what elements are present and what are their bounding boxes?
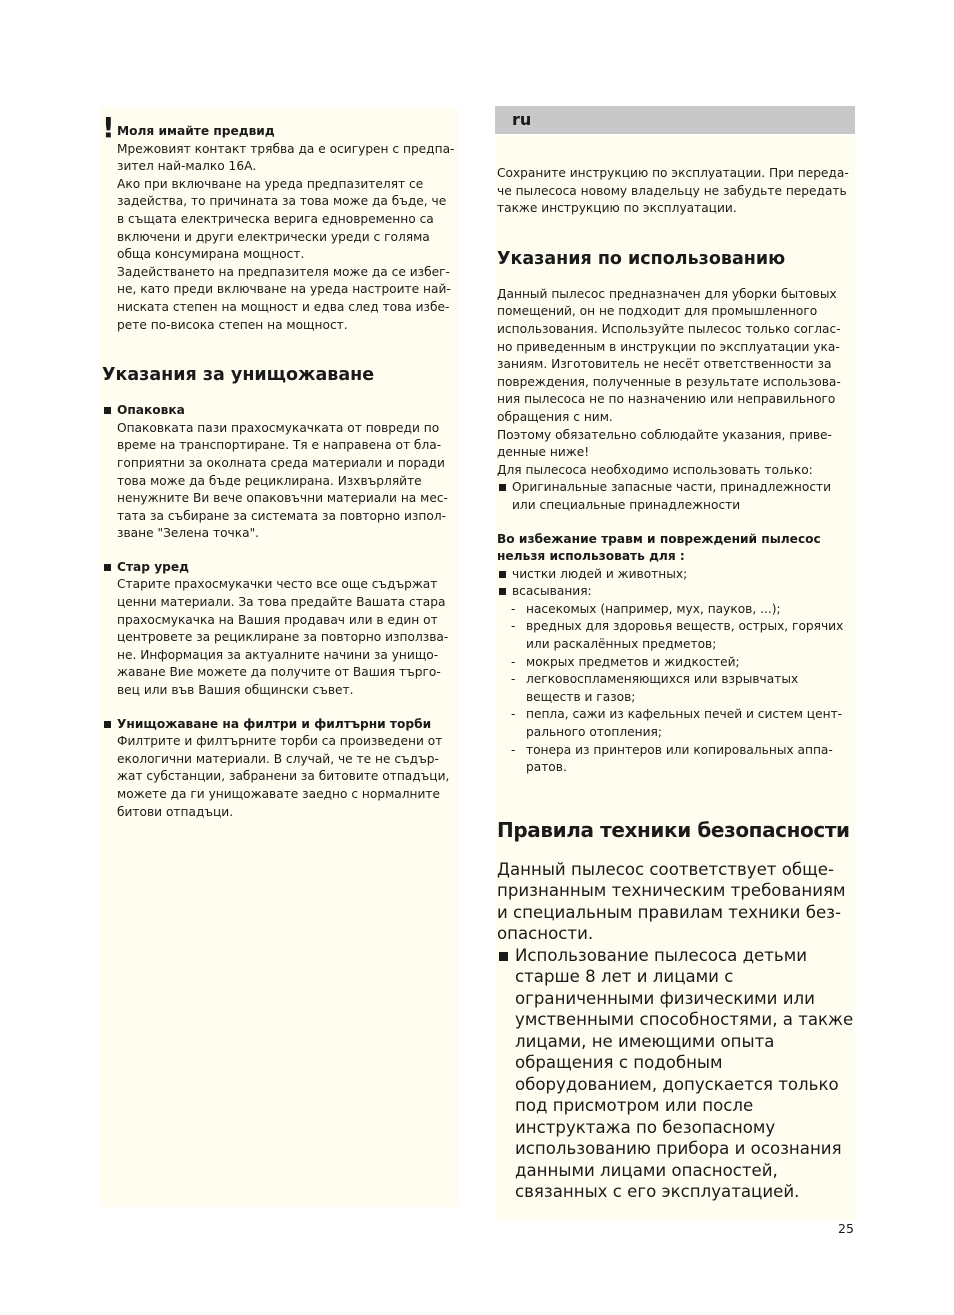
avoid-bullet-2: всасывания: [497, 583, 855, 601]
text-line: и специальным правилам техники без- [497, 902, 841, 922]
dash-marker: - [511, 654, 516, 669]
text-line: пепла, сажи из кафельных печей и систем цент- [526, 707, 843, 722]
text-line: Данный пылесос предназначен для уборки бытовых [497, 286, 837, 301]
text-line: легковоспламеняющихся или взрывчатых [526, 672, 799, 687]
text-line: рете по-висока степен на мощност. [117, 317, 348, 332]
disposal-item-title: Стар уред [117, 559, 189, 574]
dash-marker: - [511, 601, 516, 616]
dash-marker: - [511, 619, 516, 634]
text-line: мокрых предметов и жидкостей; [526, 654, 740, 669]
dash-marker: - [511, 707, 516, 722]
text-line: веществ и газов; [526, 689, 636, 704]
text-line: Данный пылесос соответствует обще- [497, 859, 834, 879]
text-line: включени и други електрически уреди с голяма [117, 229, 430, 244]
text-line: вец или във Вашия общински съвет. [117, 683, 354, 698]
usage-bullet [497, 479, 855, 514]
dash-list-item [497, 654, 855, 672]
text-line: гоприятни за околната среда материали и поради [117, 455, 445, 470]
page-number: 25 [838, 1221, 854, 1236]
disposal-items [102, 402, 458, 821]
disposal-item [102, 402, 458, 543]
exclamation-icon: ! [102, 111, 115, 144]
text-line: можете да ги унищожавате заедно с нормалните [117, 787, 441, 801]
avoid-heading [497, 531, 855, 566]
warning-text [117, 141, 458, 335]
text-line: ценни материали. За това предайте Вашата стара [117, 595, 446, 610]
text-line: также инструкцию по эксплуатации. [497, 201, 737, 216]
text-line: ограниченными физическими или [515, 988, 815, 1008]
text-line: повреждения, полученные в результате использова- [497, 374, 841, 389]
text-line: не. Информация за актуалните начини за унищо- [117, 647, 439, 662]
text-line: обращения с подобным [515, 1053, 723, 1073]
text-line: связанных с его эксплуатацией. [515, 1182, 800, 1202]
text-line: Задействането на предпазителя може да се избег- [117, 264, 450, 279]
text-line: опасности. [497, 924, 594, 944]
text-line: использования. Используйте пылесос только соглас- [497, 321, 841, 336]
text-line: под присмотром или после [515, 1096, 754, 1116]
text-line: данными лицами опасностей, [515, 1160, 778, 1180]
text-line: жат субстанции, забранени за битовите отпадъци, [117, 769, 450, 784]
intro-text [497, 165, 855, 218]
text-line: тонера из принтеров или копировальных аппа- [526, 742, 833, 757]
text-line: заниям. Изготовитель не несёт ответственности за [497, 357, 832, 372]
dash-list-item [497, 671, 855, 706]
warning-title: Моля имайте предвид [117, 124, 275, 138]
text-line: умственными способностями, а также [515, 1010, 854, 1030]
text-line: в същата електрическа верига едновременно са [117, 211, 434, 226]
left-column [100, 107, 458, 1207]
bullet-square-icon [104, 407, 111, 414]
disposal-item-title: Унищожаване на филтри и филтърни торби [117, 716, 432, 731]
text-line: ния пылесоса не по назначению или неправильного [497, 392, 836, 407]
disposal-item [102, 559, 458, 700]
text-line: прахосмукачка на Вашия продавач или в един от [117, 612, 438, 627]
text-line: че пылесоса новому владельцу не забудьте передать [497, 183, 847, 198]
text-line: зване "Зелена точка". [117, 526, 260, 541]
text-line: екологични материали. В случай, че те не съдър- [117, 751, 439, 766]
bullet-square-icon [499, 571, 506, 578]
dash-marker: - [511, 672, 516, 687]
text-line: Во избежание травм и повреждений пылесос [497, 531, 821, 546]
language-code: ru [512, 110, 532, 129]
text-line: обща консумирана мощност. [117, 247, 305, 262]
text-line: центровете за рециклиране за повторно използва- [117, 630, 449, 645]
warning-block [102, 111, 458, 334]
bullet-square-icon [104, 564, 111, 571]
avoid-bullet-1: чистки людей и животных; [497, 566, 855, 584]
text-line: оборудованием, допускается только [515, 1074, 839, 1094]
text-line: вредных для здоровья веществ, острых, горячих [526, 619, 844, 634]
text-line: Филтрите и филтърните торби са произведени от [117, 734, 443, 749]
right-column [495, 135, 855, 1220]
bullet-square-icon [499, 588, 506, 595]
text-line: Оригинальные запасные части, принадлежности [512, 480, 832, 495]
text-line: ненужните Ви вече опаковъчни материали на мес- [117, 491, 448, 506]
text-line: Сохраните инструкцию по эксплуатации. При переда- [497, 166, 849, 180]
text-line: обращения с ним. [497, 409, 613, 424]
disposal-item-text [117, 733, 458, 821]
bullet-square-icon [499, 484, 506, 491]
text-line: Опаковката пази прахосмукачката от повреди по [117, 420, 440, 435]
text-line: инструктажа по безопасному [515, 1117, 776, 1137]
text-line: зител най-малко 16А. [117, 159, 257, 174]
usage-heading: Указания по использованию [497, 248, 786, 269]
disposal-item-title: Опаковка [117, 403, 185, 418]
text-line: това може да бъде рециклирана. Изхвърляйте [117, 473, 422, 488]
text-line: Для пылесоса необходимо использовать только: [497, 462, 813, 477]
safety-intro-text [497, 859, 855, 945]
text-line: жаване Вие можете да получите от Вашия търго- [117, 665, 441, 680]
safety-bullet [497, 945, 855, 1203]
text-line: тата за събиране за системата за повторно изпол- [117, 508, 447, 523]
text-line: рального отопления; [526, 725, 662, 740]
text-line: признанным техническим требованиям [497, 881, 846, 901]
dash-list-item [497, 742, 855, 777]
text-line: задейства, то причината за това може да бъде, че [117, 194, 447, 209]
dash-list-item [497, 706, 855, 741]
text-line: не, като преди включване на уреда настроите най- [117, 282, 451, 297]
dash-list-item [497, 618, 855, 653]
text-line: использованию прибора и осознания [515, 1139, 842, 1159]
text-line: Мрежовият контакт трябва да е осигурен с предпа- [117, 141, 455, 156]
disposal-item [102, 716, 458, 822]
safety-block [497, 859, 855, 1203]
usage-text [497, 286, 855, 480]
text-line: лицами, не имеющими опыта [515, 1031, 775, 1051]
bullet-square-icon [499, 952, 508, 961]
text-line: или раскалённых предметов; [526, 637, 717, 652]
text-line: битови отпадъци. [117, 804, 234, 819]
dash-list-item [497, 601, 855, 619]
safety-heading: Правила техники безопасности [497, 817, 850, 842]
text-line: Старите прахосмукачки често все още съдържат [117, 577, 438, 592]
text-line: нельзя использовать для : [497, 549, 685, 564]
text-line: ратов. [526, 760, 567, 775]
disposal-heading: Указания за унищожаване [102, 365, 375, 386]
disposal-item-text [117, 420, 458, 543]
text-line: Ако при включване на уреда предпазителят се [117, 176, 424, 191]
text-line: старше 8 лет и лицами с [515, 967, 734, 987]
avoid-dash-list [497, 601, 855, 777]
text-line: помещений, он не подходит для промышленного [497, 304, 818, 319]
text-line: или специальные принадлежности [512, 497, 741, 512]
text-line: ниската степен на мощност и едва след това избе- [117, 299, 450, 314]
language-bar [495, 106, 855, 134]
text-line: време на транспортиране. Тя е направена от бла- [117, 438, 442, 453]
text-line: насекомых (например, мух, пауков, ...); [526, 601, 781, 616]
bullet-square-icon [104, 721, 111, 728]
text-line: денные ниже! [497, 445, 590, 460]
text-line: Поэтому обязательно соблюдайте указания, приве- [497, 427, 832, 442]
disposal-item-text [117, 576, 458, 699]
text-line: Использование пылесоса детьми [515, 945, 808, 965]
text-line: но приведенным в инструкции по эксплуатации ука- [497, 339, 840, 354]
dash-marker: - [511, 742, 516, 757]
